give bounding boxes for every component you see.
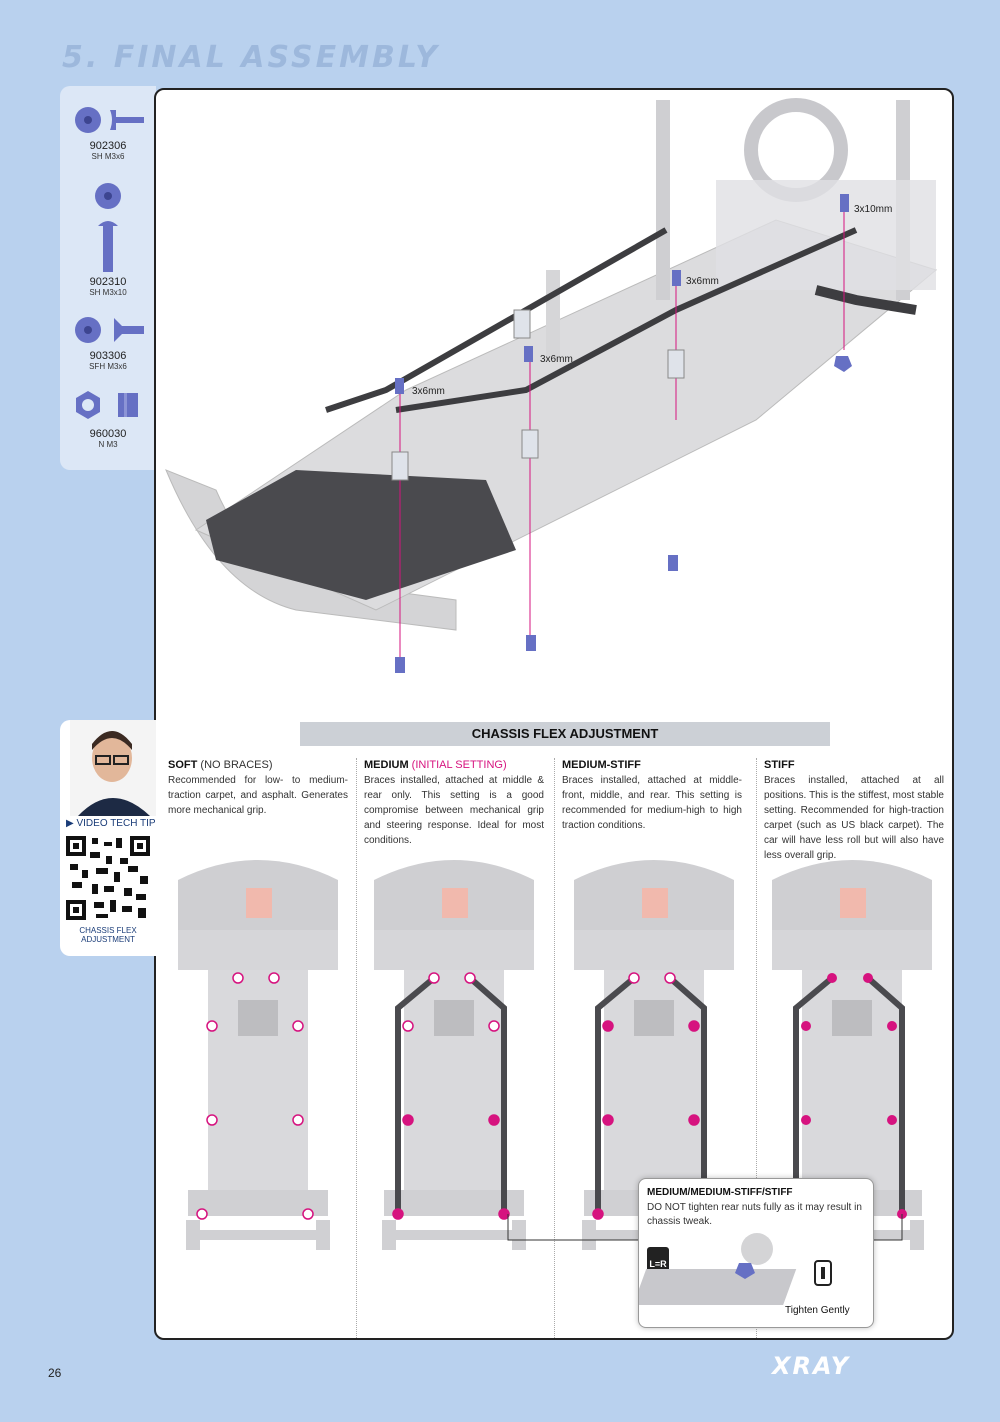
setting-text: Braces installed, attached at middle & rear only. This setting is a good compromise between mechanical grip and steering response. Ideal for most conditions.	[364, 775, 544, 846]
screw-callout-c: 3x6mm	[540, 354, 573, 365]
setting-title: SOFT	[168, 759, 198, 771]
setting-soft	[168, 758, 348, 818]
play-icon: ▶	[66, 818, 74, 829]
setting-stiff	[764, 758, 944, 863]
presenter-avatar	[60, 720, 156, 816]
nut-icon	[76, 391, 138, 419]
part-code: 902306	[89, 140, 127, 152]
screw-callout-b: 3x6mm	[686, 276, 719, 287]
page-title: 5. FINAL ASSEMBLY	[62, 40, 440, 75]
button-head-screw-icon	[75, 107, 144, 133]
setting-subtitle: (NO BRACES)	[200, 759, 273, 771]
part-code: 903306	[89, 350, 127, 362]
rear-nut-warning	[638, 1178, 874, 1328]
setting-title: MEDIUM	[364, 759, 409, 771]
part-desc: SFH M3x6	[89, 362, 127, 371]
assembly-illustration	[156, 90, 952, 690]
part-902306	[60, 140, 156, 161]
note-text: DO NOT tighten rear nuts fully as it may result in chassis tweak.	[647, 1202, 862, 1227]
screw-callout-a: 3x10mm	[854, 204, 893, 215]
setting-text: Braces installed, attached at all positions. This is the stiffest, most stable setting. Recommended for high-traction carpet (such as US black carpet). The car will have less roll but will also have less overall grip.	[764, 775, 944, 861]
video-tip-text: VIDEO TECH TIP	[76, 818, 156, 829]
note-title: MEDIUM/MEDIUM-STIFF/STIFF	[647, 1187, 793, 1198]
setting-text: Recommended for low- to medium-traction carpet, and asphalt. Generates more mechanical grip.	[168, 775, 348, 816]
part-code: 902310	[89, 276, 127, 288]
setting-title: MEDIUM-STIFF	[562, 759, 641, 771]
brand-logo: XRAY	[772, 1352, 851, 1380]
setting-title: STIFF	[764, 759, 795, 771]
page-number: 26	[48, 1366, 62, 1380]
assembly-panel	[154, 88, 954, 1340]
section-title: CHASSIS FLEX ADJUSTMENT	[300, 722, 830, 746]
setting-medium-stiff	[562, 758, 742, 833]
part-desc: SH M3x6	[91, 152, 125, 161]
setting-text: Braces installed, attached at middle-front, middle, and rear. This setting is recommended for medium-high to high traction conditions.	[562, 775, 742, 831]
part-desc: SH M3x10	[89, 288, 127, 297]
setting-medium	[364, 758, 544, 848]
part-903306	[60, 350, 156, 371]
setting-subtitle: (INITIAL SETTING)	[411, 759, 507, 771]
qr-code[interactable]	[66, 836, 150, 920]
button-head-screw-long-icon	[95, 183, 121, 272]
part-desc: N M3	[98, 440, 118, 449]
parts-list	[60, 86, 156, 470]
part-960030	[60, 428, 156, 449]
screw-callout-d: 3x6mm	[412, 386, 445, 397]
tighten-gently-label: Tighten Gently	[785, 1305, 850, 1316]
video-tip-label	[66, 818, 156, 829]
part-code: 960030	[89, 428, 127, 440]
part-902310	[60, 276, 156, 297]
lr-badge: L=R	[649, 1259, 667, 1269]
flat-head-screw-icon	[75, 317, 144, 343]
video-tech-tip[interactable]	[60, 720, 156, 956]
video-tip-caption: CHASSIS FLEX ADJUSTMENT	[79, 926, 137, 944]
